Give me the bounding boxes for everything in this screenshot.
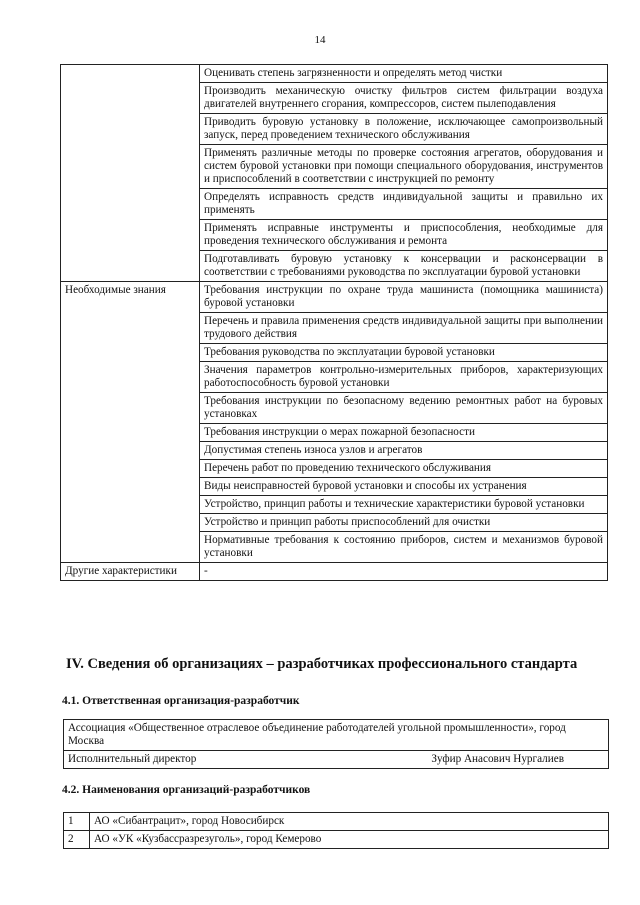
section-title: IV. Сведения об организациях – разработчиках профессионального стандарта bbox=[66, 656, 578, 672]
skill-item: Приводить буровую установку в положение, исключающее самопроизвольный запуск, перед проведением технического обслуживания bbox=[200, 114, 608, 145]
director-cell bbox=[64, 751, 609, 769]
knowledge-item: Перечень работ по проведению технического обслуживания bbox=[200, 460, 608, 478]
knowledge-item: Допустимая степень износа узлов и агрегатов bbox=[200, 442, 608, 460]
developer-number: 1 bbox=[64, 813, 90, 831]
developer-name: АО «Сибантрацит», город Новосибирск bbox=[90, 813, 609, 831]
responsible-org-table bbox=[63, 719, 609, 769]
knowledge-item: Нормативные требования к состоянию приборов, систем и механизмов буровой установки bbox=[200, 532, 608, 563]
developers-heading: 4.2. Наименования организаций-разработчиков bbox=[62, 784, 311, 796]
knowledge-item: Требования инструкции по охране труда машиниста (помощника машиниста) буровой установки bbox=[200, 282, 608, 313]
table-row bbox=[61, 282, 608, 313]
knowledge-item: Перечень и правила применения средств индивидуальной защиты при выполнении трудового действия bbox=[200, 313, 608, 344]
knowledge-item: Устройство, принцип работы и технические характеристики буровой установки bbox=[200, 496, 608, 514]
knowledge-item: Требования инструкции о мерах пожарной безопасности bbox=[200, 424, 608, 442]
skill-item: Производить механическую очистку фильтров систем фильтрации воздуха двигателей внутреннего сгорания, компрессоров, систем пылеподавления bbox=[200, 83, 608, 114]
table-row bbox=[61, 563, 608, 581]
table-row bbox=[64, 813, 609, 831]
skill-item: Применять различные методы по проверке состояния агрегатов, оборудования и систем буровой установки при помощи специального оборудования, инструментов и приспособлений в соответствии с инструкцией по ремонту bbox=[200, 145, 608, 189]
labor-function-table bbox=[60, 64, 608, 581]
developers-table bbox=[63, 812, 609, 849]
skill-item: Подготавливать буровую установку к консервации и расконсервации в соответствии с требованиями руководства по эксплуатации буровой установки bbox=[200, 251, 608, 282]
table-row bbox=[64, 831, 609, 849]
knowledge-item: Требования инструкции по безопасному ведению ремонтных работ на буровых установках bbox=[200, 393, 608, 424]
skills-label-cell bbox=[61, 65, 200, 282]
knowledge-item: Виды неисправностей буровой установки и способы их устранения bbox=[200, 478, 608, 496]
knowledge-label: Необходимые знания bbox=[61, 282, 200, 563]
responsible-heading: 4.1. Ответственная организация-разработчик bbox=[62, 695, 300, 707]
director-title: Исполнительный директор bbox=[68, 753, 197, 765]
developer-name: АО «УК «Кузбассразрезуголь», город Кемерово bbox=[90, 831, 609, 849]
table-row bbox=[61, 65, 608, 83]
other-value: - bbox=[200, 563, 608, 581]
knowledge-item: Значения параметров контрольно-измерительных приборов, характеризующих работоспособность буровой установки bbox=[200, 362, 608, 393]
table-row bbox=[64, 751, 609, 769]
page-number: 14 bbox=[314, 34, 326, 46]
knowledge-item: Устройство и принцип работы приспособлений для очистки bbox=[200, 514, 608, 532]
other-label: Другие характеристики bbox=[61, 563, 200, 581]
skill-item: Определять исправность средств индивидуальной защиты и правильно их применять bbox=[200, 189, 608, 220]
knowledge-item: Требования руководства по эксплуатации буровой установки bbox=[200, 344, 608, 362]
table-row bbox=[64, 720, 609, 751]
skill-item: Применять исправные инструменты и приспособления, необходимые для проведения технического обслуживания и ремонта bbox=[200, 220, 608, 251]
responsible-org-name: Ассоциация «Общественное отраслевое объединение работодателей угольной промышленности», город Москва bbox=[64, 720, 609, 751]
skill-item: Оценивать степень загрязненности и определять метод чистки bbox=[200, 65, 608, 83]
developer-number: 2 bbox=[64, 831, 90, 849]
director-name: Зуфир Анасович Нургалиев bbox=[431, 753, 564, 765]
